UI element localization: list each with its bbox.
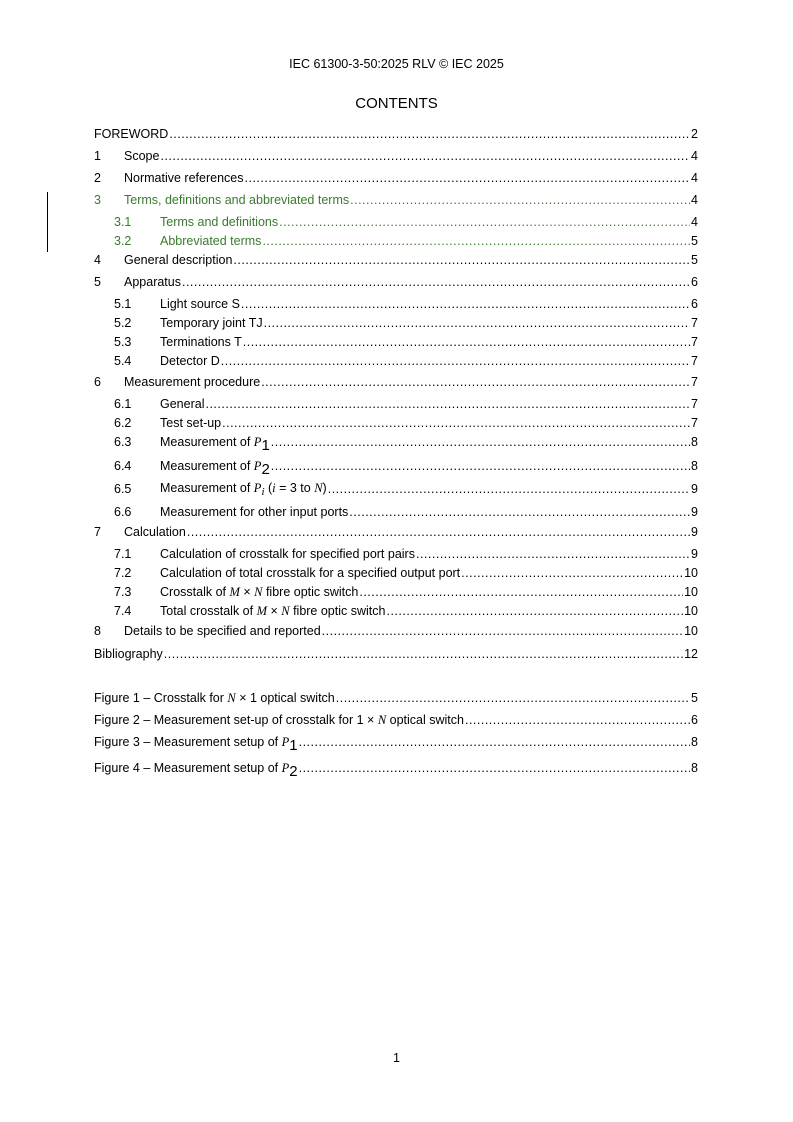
toc-page: 9 <box>691 525 698 539</box>
figure-page: 5 <box>691 691 698 705</box>
toc-label: Measurement procedure <box>124 375 261 389</box>
toc-entry-5-4[interactable] <box>94 353 698 370</box>
figure-entry-1[interactable] <box>94 690 698 707</box>
variable-symbol: i <box>272 481 276 495</box>
figure-label-text: Figure 1 – Crosstalk for <box>94 691 228 705</box>
toc-label: Abbreviated terms <box>160 234 262 248</box>
toc-number: 7.3 <box>114 585 132 599</box>
toc-page: 7 <box>691 416 698 430</box>
toc-entry-5-1[interactable] <box>94 296 698 313</box>
toc-entry-foreword[interactable] <box>94 126 698 143</box>
leader-dots <box>169 126 690 143</box>
variable-symbol: P <box>281 735 290 749</box>
toc-label: Test set-up <box>160 416 222 430</box>
variable-symbol: M <box>256 604 267 618</box>
toc-number: 7.2 <box>114 566 132 580</box>
variable-symbol: N <box>377 713 387 727</box>
toc-entry-7[interactable] <box>94 524 698 541</box>
toc-entry-2[interactable] <box>94 170 698 187</box>
toc-label: Scope <box>124 149 160 163</box>
variable-symbol: P <box>281 761 290 775</box>
toc-number: 5.4 <box>114 354 132 368</box>
leader-dots <box>233 252 690 269</box>
toc-label: Terms, definitions and abbreviated terms <box>124 193 350 207</box>
toc-label-text: Measurement of <box>160 435 254 449</box>
leader-dots <box>359 584 683 601</box>
toc-label: Light source S <box>160 297 240 311</box>
toc-page: 8 <box>691 459 698 473</box>
toc-page: 12 <box>684 647 698 661</box>
toc-label: Bibliography <box>94 647 163 661</box>
toc-label: Terminations T <box>160 335 242 349</box>
toc-number: 6.4 <box>114 459 132 473</box>
figure-label <box>94 712 464 729</box>
toc-number: 6.2 <box>114 416 132 430</box>
toc-number: 3.1 <box>114 215 132 229</box>
toc-label-text: Crosstalk of <box>160 585 230 599</box>
toc-number: 7 <box>94 525 101 539</box>
toc-entry-6-2[interactable] <box>94 415 698 432</box>
variable-symbol: P <box>253 481 262 495</box>
paren-close: ) <box>322 481 327 495</box>
toc-page: 7 <box>691 354 698 368</box>
toc-label: Calculation of crosstalk for specified port pairs <box>160 547 415 561</box>
leader-dots <box>461 565 683 582</box>
toc-number: 3.2 <box>114 234 132 248</box>
toc-label-text: Total crosstalk of <box>160 604 257 618</box>
toc-entry-6-6[interactable] <box>94 504 698 521</box>
toc-page: 7 <box>691 397 698 411</box>
toc-page: 10 <box>684 566 698 580</box>
leader-dots <box>299 760 690 777</box>
leader-dots <box>182 274 690 291</box>
toc-number: 6.6 <box>114 505 132 519</box>
subscript: 1 <box>261 437 270 454</box>
toc-entry-1[interactable] <box>94 148 698 165</box>
figure-label <box>94 690 335 707</box>
toc-entry-7-1[interactable] <box>94 546 698 563</box>
toc-entry-7-2[interactable] <box>94 565 698 582</box>
toc-label: General description <box>124 253 233 267</box>
toc-page: 7 <box>691 316 698 330</box>
leader-dots <box>243 334 690 351</box>
toc-label-text: fibre optic switch <box>262 585 359 599</box>
toc-label-text: Measurement of <box>160 481 254 495</box>
toc-number: 3 <box>94 193 101 207</box>
toc-label: Detector D <box>160 354 220 368</box>
subscript: 1 <box>289 737 298 754</box>
leader-dots <box>164 646 683 663</box>
leader-dots <box>241 296 690 313</box>
leader-dots <box>336 690 690 707</box>
toc-entry-7-3[interactable] <box>94 584 698 601</box>
toc-number: 8 <box>94 624 101 638</box>
toc-label-text: Measurement of <box>160 459 254 473</box>
toc-entry-7-4[interactable] <box>94 603 698 620</box>
figure-page: 8 <box>691 735 698 749</box>
toc-label: Temporary joint TJ <box>160 316 263 330</box>
leader-dots <box>271 458 690 475</box>
variable-symbol: N <box>281 604 290 618</box>
figure-label-text: Figure 4 – Measurement setup of <box>94 761 282 775</box>
toc-entry-6-4[interactable] <box>94 458 698 478</box>
toc-number: 6.3 <box>114 435 132 449</box>
document-header: IEC 61300-3-50:2025 RLV © IEC 2025 <box>289 57 504 71</box>
leader-dots <box>322 623 683 640</box>
figure-entry-2[interactable] <box>94 712 698 729</box>
toc-number: 7.1 <box>114 547 132 561</box>
toc-entry-5-3[interactable] <box>94 334 698 351</box>
toc-page: 7 <box>691 335 698 349</box>
toc-number: 5.2 <box>114 316 132 330</box>
leader-dots <box>350 192 690 209</box>
leader-dots <box>262 233 690 250</box>
toc-number: 2 <box>94 171 101 185</box>
toc-entry-4[interactable] <box>94 252 698 269</box>
toc-entry-6-3[interactable] <box>94 434 698 454</box>
toc-entry-6[interactable] <box>94 374 698 391</box>
toc-page: 9 <box>691 505 698 519</box>
leader-dots <box>187 524 690 541</box>
toc-page: 10 <box>684 585 698 599</box>
toc-number: 6.1 <box>114 397 132 411</box>
toc-page: 4 <box>691 193 698 207</box>
toc-page: 9 <box>691 482 698 496</box>
toc-number: 5.3 <box>114 335 132 349</box>
toc-number: 1 <box>94 149 101 163</box>
figure-label-text: optical switch <box>386 713 464 727</box>
toc-entry-3-2[interactable] <box>94 233 698 250</box>
toc-entry-5-2[interactable] <box>94 315 698 332</box>
leader-dots <box>328 481 690 498</box>
variable-symbol: N <box>314 481 323 495</box>
variable-symbol: M <box>229 585 240 599</box>
figure-entry-3[interactable] <box>94 734 698 754</box>
figure-label <box>94 733 298 754</box>
toc-page: 2 <box>691 127 698 141</box>
leader-dots <box>416 546 690 563</box>
leader-dots <box>205 396 690 413</box>
figure-page: 6 <box>691 713 698 727</box>
toc-number: 5.1 <box>114 297 132 311</box>
toc-entry-3-1[interactable] <box>94 214 698 231</box>
toc-label <box>160 457 270 478</box>
toc-label: FOREWORD <box>94 127 169 141</box>
page-title: CONTENTS <box>355 95 438 112</box>
toc-entry-3[interactable] <box>94 192 698 209</box>
paren-open: ( <box>264 481 273 495</box>
toc-page: 10 <box>684 604 698 618</box>
toc-page: 9 <box>691 547 698 561</box>
figure-page: 8 <box>691 761 698 775</box>
leader-dots <box>279 214 690 231</box>
toc-page: 5 <box>691 234 698 248</box>
revision-bar <box>47 192 48 252</box>
subscript: i <box>261 486 265 498</box>
toc-label: Apparatus <box>124 275 181 289</box>
toc-label: Normative references <box>124 171 244 185</box>
leader-dots <box>261 374 690 391</box>
toc-label: Calculation <box>124 525 186 539</box>
leader-dots <box>271 434 690 451</box>
toc-label: Terms and definitions <box>160 215 279 229</box>
figure-label-text: × 1 optical switch <box>235 691 335 705</box>
toc-label <box>160 603 385 620</box>
leader-dots <box>245 170 691 187</box>
leader-dots <box>349 504 690 521</box>
times-sign: × <box>267 604 282 618</box>
figure-label-text: Figure 3 – Measurement setup of <box>94 735 282 749</box>
range-text: = 3 to <box>275 481 315 495</box>
toc-number: 7.4 <box>114 604 132 618</box>
subscript: 2 <box>261 461 270 478</box>
toc-entry-6-1[interactable] <box>94 396 698 413</box>
toc-page: 4 <box>691 215 698 229</box>
variable-symbol: P <box>253 435 262 449</box>
toc-number: 4 <box>94 253 101 267</box>
toc-page: 4 <box>691 171 698 185</box>
toc-page: 8 <box>691 435 698 449</box>
toc-label: Calculation of total crosstalk for a specified output port <box>160 566 461 580</box>
figure-label-text: Figure 2 – Measurement set-up of crosstalk for 1 × <box>94 713 378 727</box>
leader-dots <box>160 148 690 165</box>
toc-entry-bibliography[interactable] <box>94 646 698 663</box>
toc-label: General <box>160 397 205 411</box>
leader-dots <box>465 712 690 729</box>
toc-label <box>160 433 270 454</box>
toc-entry-6-5[interactable] <box>94 481 698 498</box>
toc-entry-8[interactable] <box>94 623 698 640</box>
toc-page: 6 <box>691 275 698 289</box>
leader-dots <box>264 315 690 332</box>
page-number: 1 <box>393 1051 400 1065</box>
toc-label: Details to be specified and reported <box>124 624 321 638</box>
leader-dots <box>221 353 690 370</box>
toc-label <box>160 584 358 601</box>
variable-symbol: N <box>254 585 263 599</box>
leader-dots <box>222 415 690 432</box>
times-sign: × <box>239 585 255 599</box>
toc-label: Measurement for other input ports <box>160 505 349 519</box>
toc-label-text: fibre optic switch <box>289 604 386 618</box>
toc-page: 4 <box>691 149 698 163</box>
toc-page: 5 <box>691 253 698 267</box>
toc-entry-5[interactable] <box>94 274 698 291</box>
toc-number: 5 <box>94 275 101 289</box>
toc-label <box>160 480 327 498</box>
figure-entry-4[interactable] <box>94 760 698 780</box>
subscript: 2 <box>289 763 298 780</box>
variable-symbol: P <box>253 459 262 473</box>
toc-page: 6 <box>691 297 698 311</box>
leader-dots <box>299 734 690 751</box>
toc-page: 10 <box>684 624 698 638</box>
toc-number: 6.5 <box>114 482 132 496</box>
toc-page: 7 <box>691 375 698 389</box>
variable-symbol: N <box>227 691 236 705</box>
figure-label <box>94 759 298 780</box>
toc-number: 6 <box>94 375 101 389</box>
leader-dots <box>386 603 683 620</box>
